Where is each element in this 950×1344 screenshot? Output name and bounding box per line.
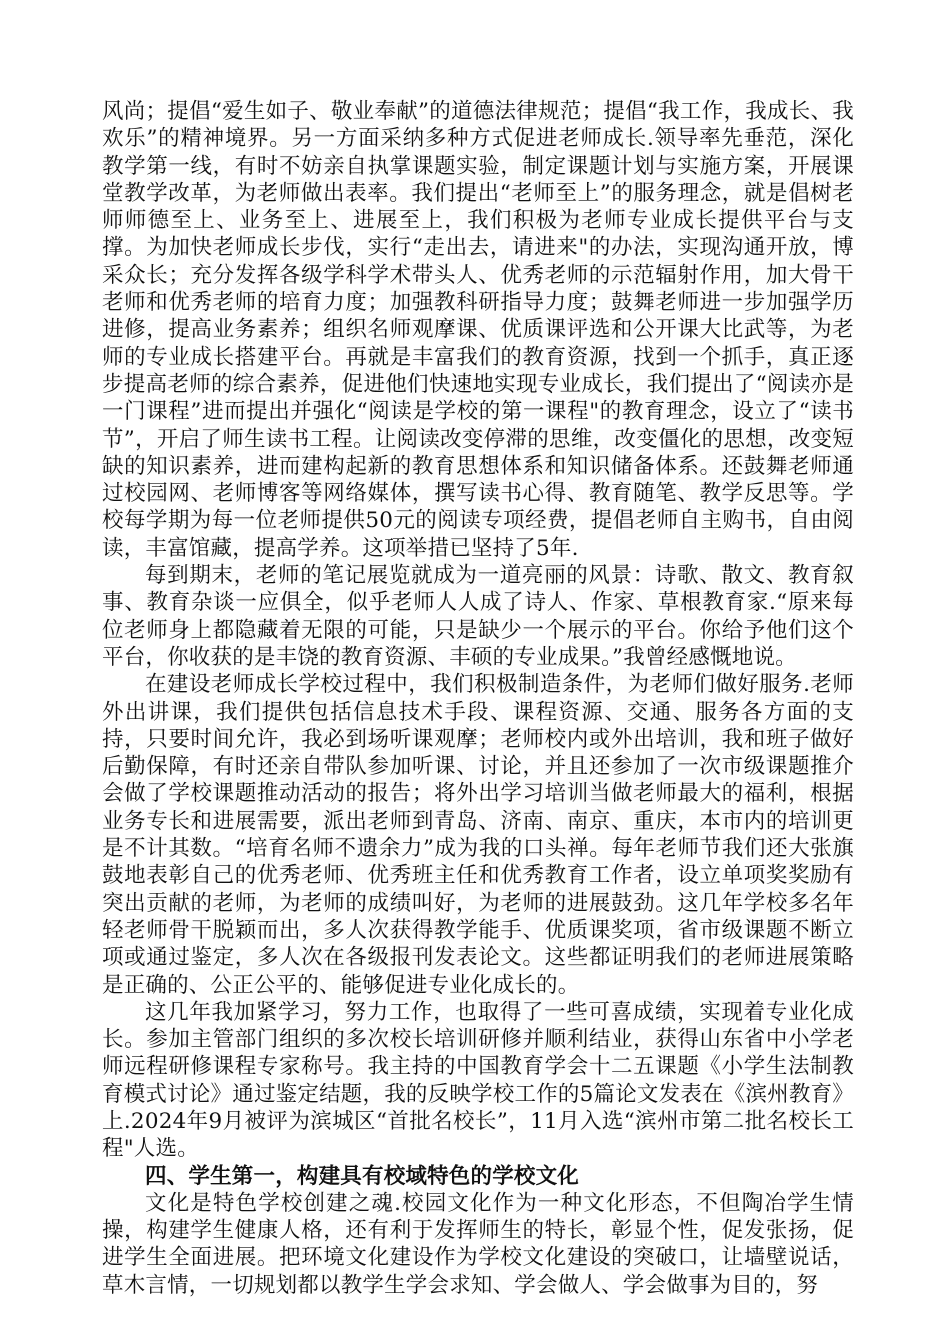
body-paragraph-3: 在建设老师成长学校过程中，我们积极制造条件，为老师们做好服务.老师外出讲课，我们提供包括信息技术手段、课程资源、交通、服务各方面的支持，只要时间允许，我必到场听课观摩；老师校内或外出培训，我和班子做好后勤保障，有时还亲自带队参加听课、讨论，并且还参加了一次市级课题推介会做了学校课题推动活动的报告；将外出学习培训当做老师最大的福利，根据业务专长和进展需要，派出老师到青岛、济南、南京、重庆，本市内的培训更是不计其数。“培育名师不遗余力”成为我的口头禅。每年老师节我们还大张旗鼓地表彰自己的优秀老师、优秀班主任和优秀教育工作者，设立单项奖奖励有突出贡献的老师，为老师的成绩叫好，为老师的进展鼓劲。这几年学校多名年轻老师骨干脱颖而出，多人次获得教学能手、优质课奖项，省市级课题不断立项或通过鉴定，多人次在各级报刊发表论文。这些都证明我们的老师进展策略是正确的、公正公平的、能够促进专业化成长的。 (102, 672, 854, 998)
body-paragraph-1: 风尚；提倡“爱生如子、敬业奉献”的道德法律规范；提倡“我工作，我成长、我欢乐”的精神境界。另一方面采纳多种方式促进老师成长.领导率先垂范，深化教学第一线，有时不妨亲自执掌课题实验，制定课题计划与实施方案，开展课堂教学改革，为老师做出表率。我们提出“老师至上”的服务理念，就是倡树老师师德至上、业务至上、进展至上，我们积极为老师专业成长提供平台与支撑。为加快老师成长步伐，实行“走出去，请进来"的办法，实现沟通开放，博采众长；充分发挥各级学科学术带头人、优秀老师的示范辐射作用，加大骨干老师和优秀老师的培育力度；加强教科研指导力度；鼓舞老师进一步加强学历进修，提高业务素养；组织名师观摩课、优质课评选和公开课大比武等，为老师的专业成长搭建平台。再就是丰富我们的教育资源，找到一个抓手，真正逐步提高老师的综合素养，促进他们快速地实现专业成长，我们提出了“阅读亦是一门课程”进而提出并强化“阅读是学校的第一课程"的教育理念，设立了“读书节”，开启了师生读书工程。让阅读改变停滞的思维，改变僵化的思想，改变短缺的知识素养，进而建构起新的教育思想体系和知识储备体系。还鼓舞老师通过校园网、老师博客等网络媒体，撰写读书心得、教育随笔、教学反思等。学校每学期为每一位老师提供50元的阅读专项经费，提倡老师自主购书，自由阅读，丰富馆藏，提高学养。这项举措已坚持了5年. (102, 99, 854, 561)
body-paragraph-2: 每到期末，老师的笔记展览就成为一道亮丽的风景：诗歌、散文、教育叙事、教育杂谈一应俱全，似乎老师人人成了诗人、作家、草根教育家.“原来每位老师身上都隐藏着无限的可能，只是缺少一个展示的平台。你给予他们这个平台，你收获的是丰饶的教育资源、丰硕的专业成果。”我曾经感慨地说。 (102, 563, 854, 670)
body-paragraph-5: 文化是特色学校创建之魂.校园文化作为一种文化形态，不但陶冶学生情操，构建学生健康人格，还有利于发挥师生的特长，彰显个性，促发张扬，促进学生全面进展。把环境文化建设作为学校文化建设的突破口，让墙壁说话，草木言情，一切规划都以教学生学会求知、学会做人、学会做事为目的，努 (102, 1190, 854, 1298)
document-page (102, 98, 854, 1299)
body-paragraph-4: 这几年我加紧学习，努力工作，也取得了一些可喜成绩，实现着专业化成长。参加主管部门组织的多次校长培训研修并顺利结业，获得山东省中小学老师远程研修课程专家称号。我主持的中国教育学会十二五课题《小学生法制教育模式讨论》通过鉴定结题，我的反映学校工作的5篇论文发表在《滨州教育》上.2024年9月被评为滨城区“首批名校长”，11月入选“滨州市第二批名校长工程"人选。 (102, 999, 854, 1162)
section-heading: 四、学生第一，构建具有校域特色的学校文化 (145, 1163, 580, 1189)
